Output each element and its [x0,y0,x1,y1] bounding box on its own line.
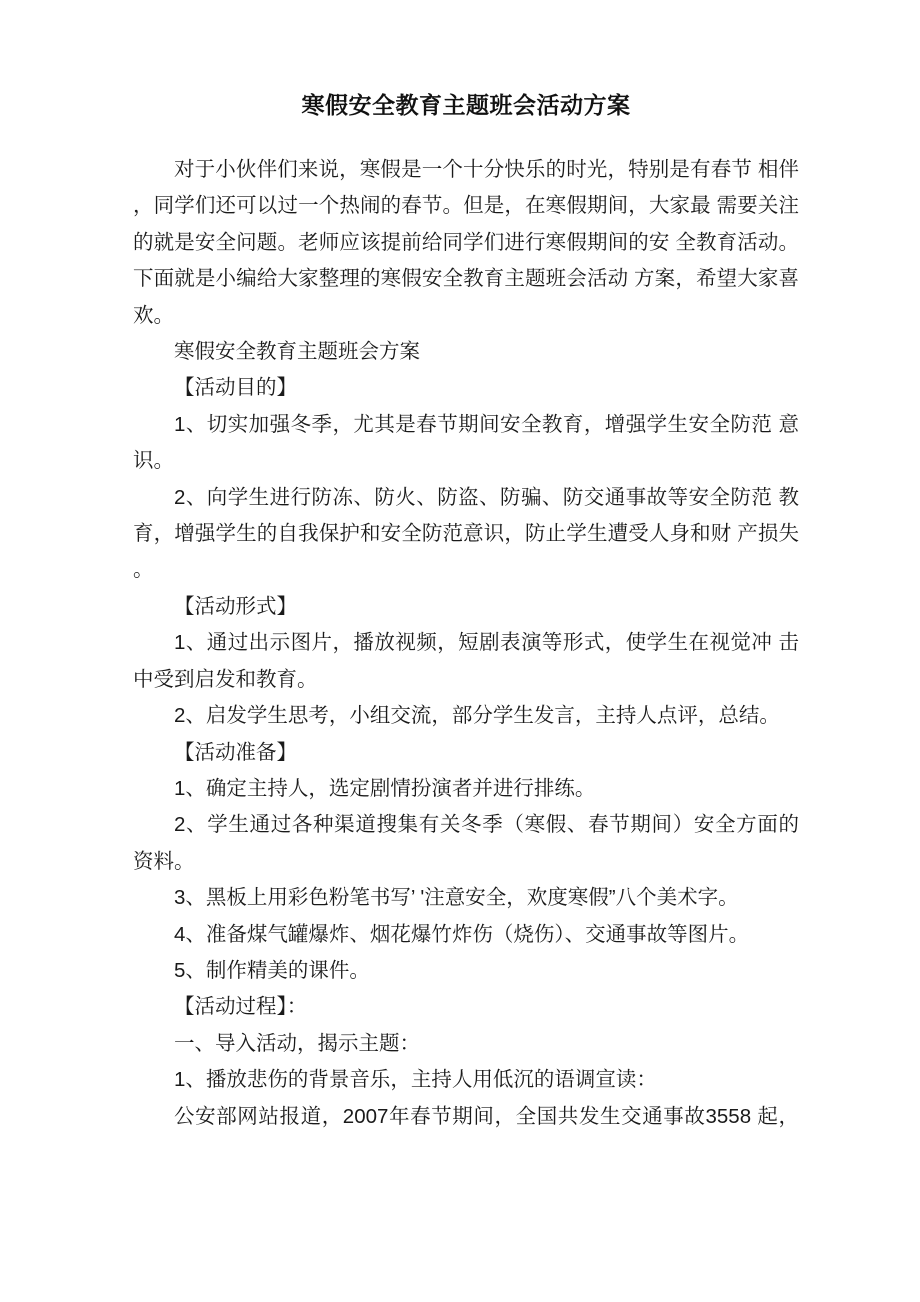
document-body [133,152,799,1135]
text-line: 1、播放悲伤的背景音乐，主持人用低沉的语调宣读： [174,1068,657,1092]
text-line: 【活动过程】： [174,995,308,1019]
text-line: 2、学生通过各种渠道搜集有关冬季（寒假、春节期间）安全方面的 [174,813,799,837]
text-line: 一、导入活动，揭示主题： [174,1031,420,1055]
text-line: 下面就是小编给大家整理的寒假安全教育主题班会活动 方案，希望大家喜 [133,267,799,291]
text-line: 4、准备煤气罐爆炸、烟花爆竹炸伤（烧伤）、交通事故等图片。 [174,922,750,946]
text-line: 的就是安全问题。老师应该提前给同学们进行寒假期间的安 全教育活动。 [133,230,799,254]
text-line: 欢。 [133,303,174,327]
text-line: 资料。 [133,849,195,873]
text-line: 【活动准备】 [174,740,297,764]
text-line: 2、启发学生思考，小组交流，部分学生发言，主持人点评，总结。 [174,704,780,728]
text-line: 2、向学生进行防冻、防火、防盗、防骗、防交通事故等安全防范 教 [174,485,799,509]
text-line: 对于小伙伴们来说，寒假是一个十分快乐的时光，特别是有春节 相伴 [174,158,799,181]
text-line: 1、确定主持人，选定剧情扮演者并进行排练。 [174,776,596,800]
text-line: ，同学们还可以过一个热闹的春节。但是，在寒假期间，大家最 需要关注 [133,194,799,218]
text-line: 【活动目的】 [174,376,297,400]
text-line: 识。 [133,449,174,473]
document-title: 寒假安全教育主题班会活动方案 [301,92,631,118]
text-line: 1、切实加强冬季，尤其是春节期间安全教育，增强学生安全防范 意 [174,412,799,436]
text-line: 育，增强学生的自我保护和安全防范意识，防止学生遭受人身和财 产损失 [133,522,799,546]
text-line: 3、黑板上用彩色粉笔书写’ '注意安全，欢度寒假”八个美术字。 [174,886,739,910]
text-line: 5、制作精美的课件。 [174,958,370,982]
text-line: 1、通过出示图片，播放视频，短剧表演等形式，使学生在视觉冲 击 [174,631,799,655]
text-line: 公安部网站报道，2007年春节期间，全国共发生交通事故3558 起， [174,1104,799,1128]
document-content [133,0,799,1135]
text-line: 。 [133,558,154,582]
text-line: 中受到启发和教育。 [133,667,318,691]
text-line: 寒假安全教育主题班会方案 [174,340,420,364]
text-line: 【活动形式】 [174,594,297,618]
